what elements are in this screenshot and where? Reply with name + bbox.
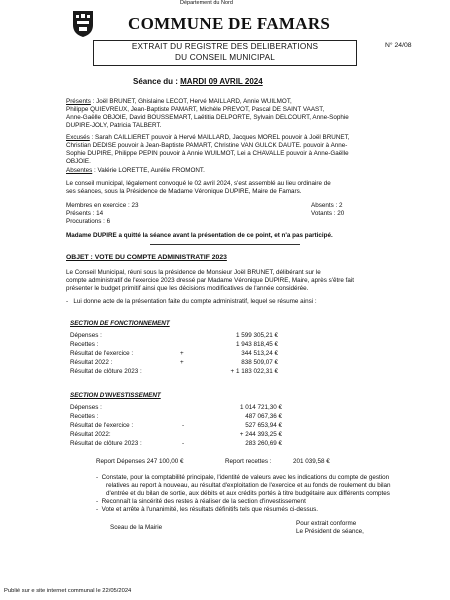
fonct-row-sign: + [180, 359, 184, 366]
bullet-mark: - [96, 506, 102, 513]
final-bullet-1-line-2: relatives au report à nouveau, au résultat d'exploitation de l'exercice et au fonds de roulement du bilan [106, 482, 391, 489]
fonct-row-label: Résultat 2022 : [70, 359, 113, 366]
invest-row-label: Dépenses : [70, 404, 102, 411]
separator-line [150, 244, 300, 245]
fonct-row-label: Dépenses : [70, 332, 102, 339]
extract-title-box [93, 40, 357, 66]
fonct-row-value: 344 513,24 € [241, 350, 278, 357]
presents-line-3: Anne-Gaëlle OBJOIE, David BOUSSEMART, Laëtitia DELPORTE, Sylvain DELCOURT, Anne-Sophie [66, 114, 349, 121]
objet-bullet [66, 298, 317, 306]
bullet-mark: - [96, 498, 102, 505]
seance-line [133, 77, 263, 86]
final-bullet-text: Reconnaît la sincérité des restes à réaliser de la section d'investissement [101, 498, 306, 505]
objet-title [66, 254, 227, 262]
fonct-row-value: 1 599 305,21 € [235, 332, 278, 339]
presents-text-1: : Joël BRUNET, Ghislaine LECOT, Hervé MAILLARD, Annie WUILMOT, [92, 98, 292, 105]
fonct-row-label: Résultat de clôture 2023 : [70, 368, 142, 375]
invest-row-sign: - [182, 440, 185, 447]
final-bullet-1-line-1 [96, 474, 389, 482]
excuses-line-4: OBJOIE. [66, 158, 91, 165]
objet-label: OBJET : VOTE DU COMPTE ADMINISTRATIF 2023 [66, 254, 227, 261]
count-votants: Votants : 20 [311, 210, 345, 217]
convocation-line-2: ses séances, sous la Présidence de Madame Véronique DUPIRE, Maire de Famars. [66, 188, 302, 195]
count-procurations: Procurations : 6 [66, 218, 111, 225]
invest-row-value: 487 067,36 € [245, 413, 282, 420]
extract-title-line-2: DU CONSEIL MUNICIPAL [175, 53, 275, 62]
excuses-line-3: Sophie DUPIRE, Philippe PEPIN pouvoir à Annie WUILMOT, Lei a CHAVALLE pouvoir à Anne-Gaëlle [66, 150, 349, 157]
department-label: Département du Nord [180, 0, 233, 6]
count-absents: Absents : 2 [311, 202, 343, 209]
invest-row-value: 1 014 721,30 € [239, 404, 282, 411]
conform-label-1: Pour extrait conforme [296, 520, 357, 527]
objet-paragraph-3: présenter le budget primitif ainsi que les décisions modificatives de l'année considérée. [66, 285, 309, 292]
bullet-mark: - [66, 298, 74, 305]
invest-row-label: Résultat 2022: [70, 431, 111, 438]
excuses-text-1: : Sarah CAILLIERET pouvoir à Hervé MAILLARD, Jacques MOREL pouvoir à Joël BRUNET, [91, 134, 350, 141]
objet-bullet-text: Lui donne acte de la présentation faite du compte administratif, lequel se résume ainsi : [73, 298, 317, 305]
report-depenses: Report Dépenses 247 100,00 € [96, 458, 184, 465]
convocation-line-1: Le conseil municipal, légalement convoqué le 02 avril 2024, s'est assemblé au lieu ordinaire de [66, 180, 331, 187]
fonctionnement-title: SECTION DE FONCTIONNEMENT [70, 320, 170, 327]
presents-line-2: Philippe QUIEVREUX, Jean-Baptiste PAMART, Michèle PREVOT, Pascal DE SAINT VAAST, [66, 106, 325, 113]
invest-row-label: Recettes : [70, 413, 99, 420]
fonct-row-value: + 1 183 022,31 € [230, 368, 278, 375]
seance-prefix: Séance du : [133, 77, 178, 86]
absentes-line [66, 167, 205, 175]
report-recettes-value: 201 039,58 € [293, 458, 330, 465]
final-bullet-1-line-3: d'entrée et du bilan de sortie, aux débits et aux crédits portés à titre budgétaire aux différents comptes [106, 490, 390, 497]
count-presents: Présents : 14 [66, 210, 104, 217]
absentes-label: Absentes [66, 167, 93, 174]
invest-row-value: 527 653,94 € [245, 422, 282, 429]
bullet-mark: - [96, 474, 102, 481]
seal-label: Sceau de la Mairie [110, 524, 163, 531]
extract-title-line-1: EXTRAIT DU REGISTRE DES DELIBERATIONS [131, 42, 319, 51]
excuses-label: Excusés [66, 134, 90, 141]
fonct-row-label: Résultat de l'exercice : [70, 350, 134, 357]
commune-name: COMMUNE DE FAMARS [128, 14, 331, 33]
commune-crest-logo [72, 10, 94, 38]
invest-row-sign: - [182, 422, 185, 429]
objet-paragraph-1: Le Conseil Municipal, réuni sous la présidence de Monsieur Joël BRUNET, délibérant sur le [66, 269, 321, 276]
presents-line-1 [66, 98, 292, 106]
conform-label-2: Le Président de séance, [296, 528, 364, 535]
objet-paragraph-2: compte administratif de l'exercice 2023 dressé par Madame Véronique DUPIRE, Maire, après s'être fait [66, 277, 354, 284]
presents-line-4: DUPIRE-JOLY, Patricia TALBERT. [66, 122, 162, 129]
seance-date: MARDI 09 AVRIL 2024 [180, 77, 263, 86]
excuses-line-1 [66, 134, 350, 142]
final-bullet-text: Constate, pour la comptabilité principale, l'identité de valeurs avec les indications du compte de gestion [101, 474, 390, 481]
investissement-title: SECTION D'INVESTISSEMENT [70, 392, 161, 399]
invest-row-label: Résultat de clôture 2023 : [70, 440, 142, 447]
final-bullet-2 [96, 498, 306, 506]
final-bullet-text: Vote et arrête à l'unanimité, les résultats définitifs tels que résumés ci-dessus. [101, 506, 319, 513]
invest-row-label: Résultat de l'exercice : [70, 422, 134, 429]
invest-row-value: + 244 393,25 € [239, 431, 282, 438]
excuses-line-2: Christian DEDISE pouvoir à Jean-Baptiste PAMART, Christine VAN GULCK DAUTE. pouvoir à Anne- [66, 142, 348, 149]
count-membres: Membres en exercice : 23 [66, 202, 139, 209]
publication-footer: Publié sur e site internet communal le 22/05/2024 [4, 588, 132, 594]
fonct-row-sign: + [180, 350, 184, 357]
final-bullet-3 [96, 506, 318, 514]
fonct-row-value: 1 943 818,45 € [235, 341, 278, 348]
presents-label: Présents [66, 98, 91, 105]
invest-row-value: 283 260,69 € [245, 440, 282, 447]
fonct-row-value: 838 509,07 € [241, 359, 278, 366]
deliberation-number: N° 24/08 [385, 42, 412, 49]
departure-note: Madame DUPIRE a quitté la séance avant la présentation de ce point, et n'a pas participé. [66, 232, 333, 239]
fonct-row-label: Recettes : [70, 341, 99, 348]
report-recettes-label: Report recettes : [225, 458, 272, 465]
absentes-text: : Valérie LORETTE, Aurélie FROMONT. [94, 167, 205, 174]
